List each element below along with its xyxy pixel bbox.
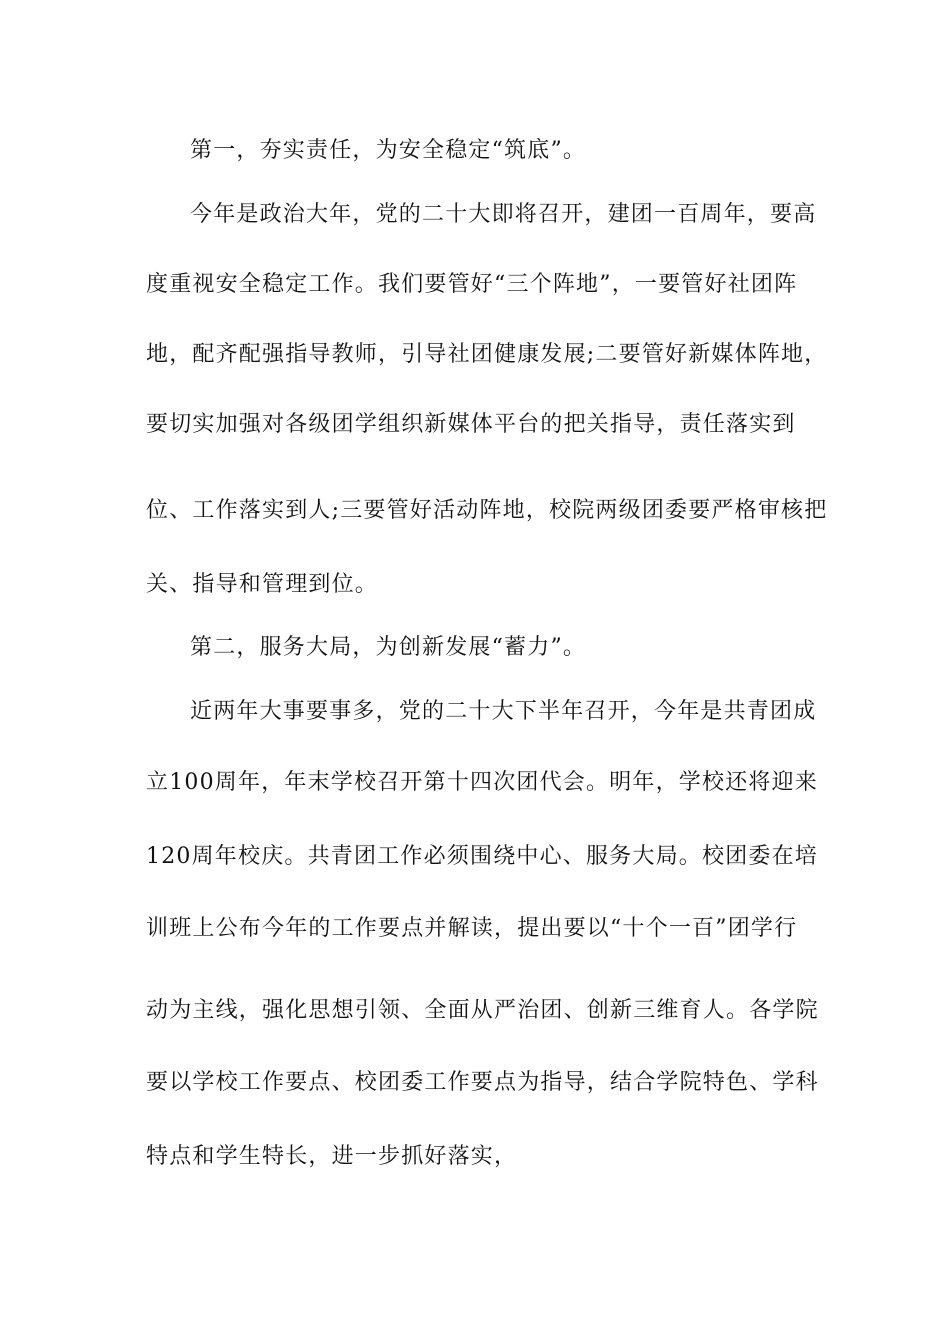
paragraph-line: 120周年校庆。共青团工作必须围绕中心、服务大局。校团委在培	[146, 844, 818, 869]
paragraph-line: 位、工作落实到人;三要管好活动阵地，校院两级团委要严格审核把	[146, 498, 828, 523]
paragraph-line: 近两年大事要事多，党的二十大下半年召开，今年是共青团成	[190, 699, 817, 724]
section-heading-1: 第一，夯实责任，为安全稳定“筑底”。	[190, 138, 587, 163]
paragraph-line: 度重视安全稳定工作。我们要管好“三个阵地”，一要管好社团阵	[146, 272, 798, 297]
paragraph-line: 动为主线，强化思想引领、全面从严治团、创新三维育人。各学院	[146, 998, 819, 1023]
paragraph-line: 地，配齐配强指导教师，引导社团健康发展;二要管好新媒体阵地，	[146, 342, 828, 367]
paragraph-line: 特点和学生特长，进一步抓好落实，	[146, 1144, 518, 1169]
paragraph-line: 关、指导和管理到位。	[146, 572, 379, 597]
section-heading-2: 第二，服务大局，为创新发展“蓄力”。	[190, 635, 587, 660]
paragraph-line: 要以学校工作要点、校团委工作要点为指导，结合学院特色、学科	[146, 1070, 819, 1095]
paragraph-line: 训班上公布今年的工作要点并解读，提出要以“十个一百”团学行	[146, 916, 798, 941]
paragraph-line: 立100周年，年末学校召开第十四次团代会。明年，学校还将迎来	[146, 770, 818, 795]
paragraph-line: 要切实加强对各级团学组织新媒体平台的把关指导，责任落实到	[146, 412, 796, 437]
paragraph-line: 今年是政治大年，党的二十大即将召开，建团一百周年，要高	[190, 202, 817, 227]
